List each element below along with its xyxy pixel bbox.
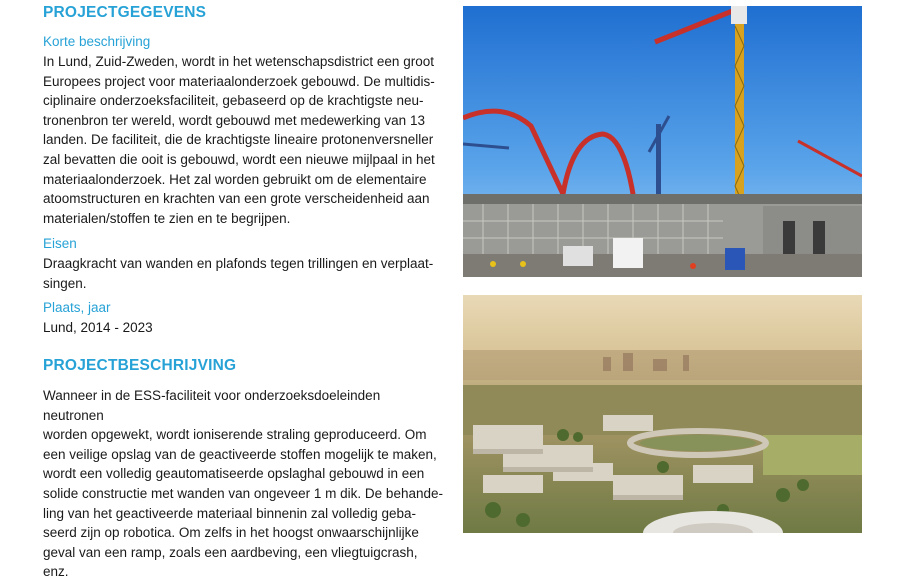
section-heading-projectgegevens: PROJECTGEGEVENS xyxy=(43,4,207,21)
label-eisen: Eisen xyxy=(43,236,77,251)
paragraph-place-year: Lund, 2014 - 2023 xyxy=(43,320,153,335)
aerial-facility-rendering xyxy=(463,295,862,533)
label-plaats-jaar: Plaats, jaar xyxy=(43,300,111,315)
label-korte-beschrijving: Korte beschrijving xyxy=(43,34,151,49)
section-heading-projectbeschrijving: PROJECTBESCHRIJVING xyxy=(43,357,237,374)
construction-site-photo xyxy=(463,6,862,277)
paragraph-project-description: Wanneer in de ESS-faciliteit voor onderzoeksdoeleinden neutronen worden opgewekt, wordt ioniserende straling geproduceerd. Om een veilige opslag van de geactiveerde stoffen mogelijk te maken, wordt een volledig geautomatiseerde opslaghal gebouwd in een solide constructie met wanden van ongeveer 1 m dik. De behande- ling van het geactiveerde materiaal binnenin zal volledig geba- seerd zijn op robotica. Om zelfs in het hoogst onwaarschijnlijke geval van een ramp, zoals een aardbeving, een vliegtuigcrash, enz. xyxy=(43,388,443,580)
paragraph-short-description: In Lund, Zuid-Zweden, wordt in het wetenschapsdistrict een groot Europees project voor materiaalonderzoek gebouwd. De multidis- ciplinaire onderzoeksfaciliteit, gebaseerd op de krachtigste neu- tronenbron ter wereld, wordt gebouwd met medewerking van 13 landen. De faciliteit, die de krachtigste lineaire protonenversneller zal bevatten die ooit is gebouwd, wordt een nieuwe mijlpaal in het materiaalonderzoek. Het zal worden gebruikt om de elementaire atoomstructuren en krachten van een grote verscheidenheid aan materialen/stoffen te zien en te begrijpen. xyxy=(43,54,435,226)
paragraph-requirements: Draagkracht van wanden en plafonds tegen trillingen en verplaat- singen. xyxy=(43,256,434,291)
